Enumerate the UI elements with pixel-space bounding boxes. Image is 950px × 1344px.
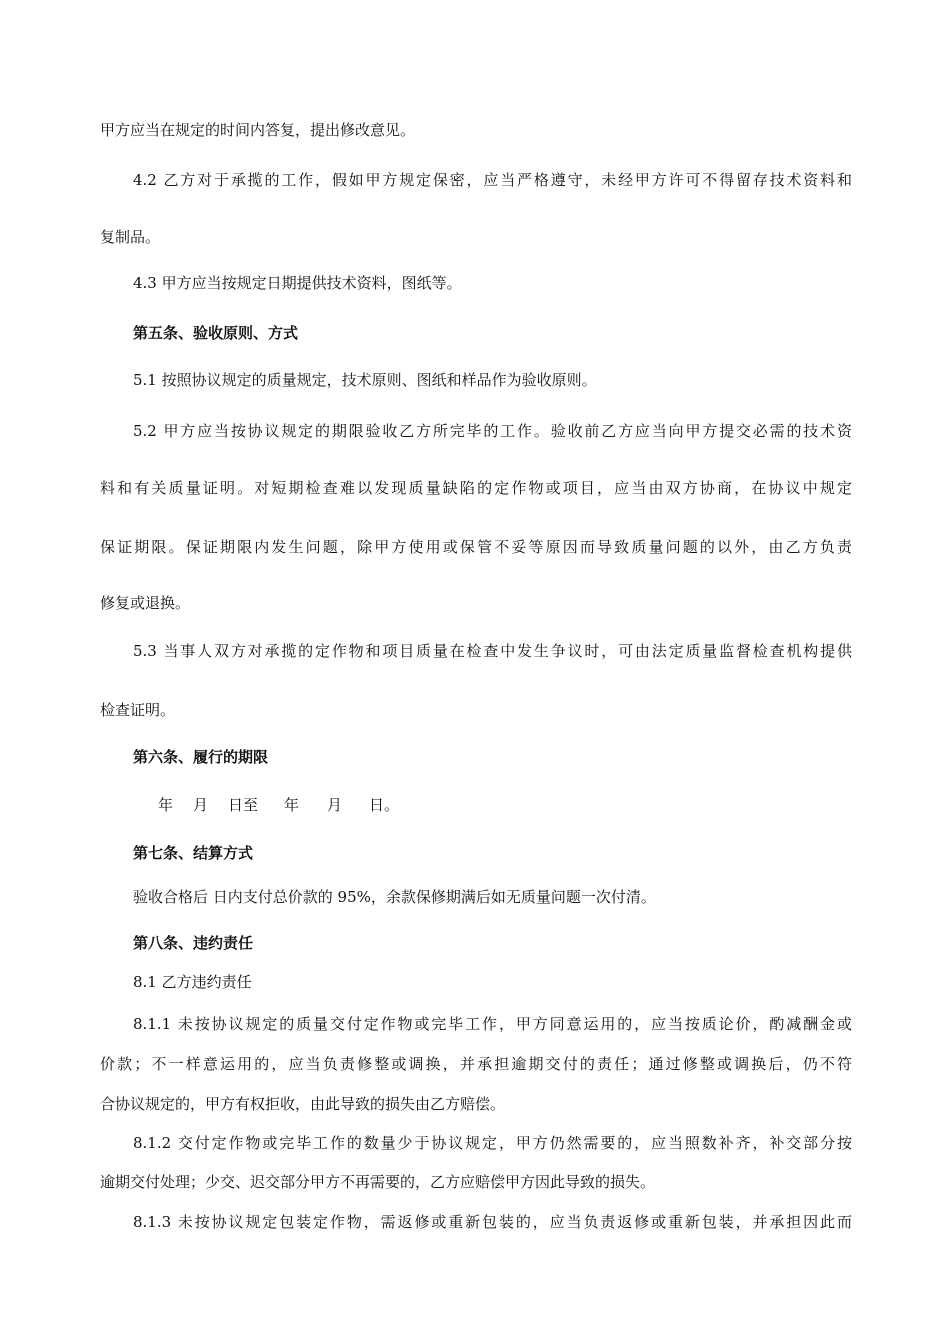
date-year-start: 年 <box>158 796 174 814</box>
text-line: 验收合格后 日内支付总价款的 95%，余款保修期满后如无质量问题一次付清。 <box>133 888 656 906</box>
text-line: 复制品。 <box>100 228 161 246</box>
text-line: 8.1.1 未按协议规定的质量交付定作物或完毕工作，甲方同意运用的，应当按质论价，酌减酬金或 <box>133 1015 852 1033</box>
text-line: 修复或退换。 <box>100 594 191 612</box>
text-line: 4.2 乙方对于承揽的工作，假如甲方规定保密，应当严格遵守，未经甲方许可不得留存技术资料和 <box>133 171 852 189</box>
text-line: 逾期交付处理；少交、迟交部分甲方不再需要的，乙方应赔偿甲方因此导致的损失。 <box>100 1173 656 1191</box>
text-line: 保证期限。保证期限内发生问题，除甲方使用或保管不妥等原因而导致质量问题的以外，由乙方负责 <box>100 538 852 556</box>
text-line: 5.2 甲方应当按协议规定的期限验收乙方所完毕的工作。验收前乙方应当向甲方提交必需的技术资 <box>133 422 852 440</box>
performance-period <box>158 795 418 815</box>
section-heading: 第五条、验收原则、方式 <box>133 324 299 342</box>
text-line: 8.1.2 交付定作物或完毕工作的数量少于协议规定，甲方仍然需要的，应当照数补齐，补交部分按 <box>133 1134 852 1152</box>
text-line: 5.1 按照协议规定的质量规定，技术原则、图纸和样品作为验收原则。 <box>133 371 597 389</box>
text-line: 甲方应当在规定的时间内答复，提出修改意见。 <box>100 121 416 139</box>
text-line: 8.1.3 未按协议规定包装定作物，需返修或重新包装的，应当负责返修或重新包装，并承担因此而 <box>133 1213 852 1231</box>
text-line: 检查证明。 <box>100 701 176 719</box>
date-month-end: 月 <box>327 796 343 814</box>
text-line: 5.3 当事人双方对承揽的定作物和项目质量在检查中发生争议时，可由法定质量监督检查机构提供 <box>133 642 852 660</box>
text-line: 价款；不一样意运用的，应当负责修整或调换，并承担逾期交付的责任；通过修整或调换后，仍不符 <box>100 1055 852 1073</box>
section-heading: 第八条、违约责任 <box>133 934 254 952</box>
date-year-end: 年 <box>284 796 300 814</box>
text-line: 料和有关质量证明。对短期检查难以发现质量缺陷的定作物或项目，应当由双方协商，在协议中规定 <box>100 479 852 497</box>
text-line: 4.3 甲方应当按规定日期提供技术资料，图纸等。 <box>133 274 462 292</box>
date-day-end: 日。 <box>369 796 400 814</box>
text-line: 合协议规定的，甲方有权拒收，由此导致的损失由乙方赔偿。 <box>100 1095 506 1113</box>
date-month-start: 月 <box>193 796 209 814</box>
text-line: 8.1 乙方违约责任 <box>133 973 252 991</box>
section-heading: 第六条、履行的期限 <box>133 748 269 766</box>
date-day-start: 日至 <box>228 796 259 814</box>
section-heading: 第七条、结算方式 <box>133 844 254 862</box>
